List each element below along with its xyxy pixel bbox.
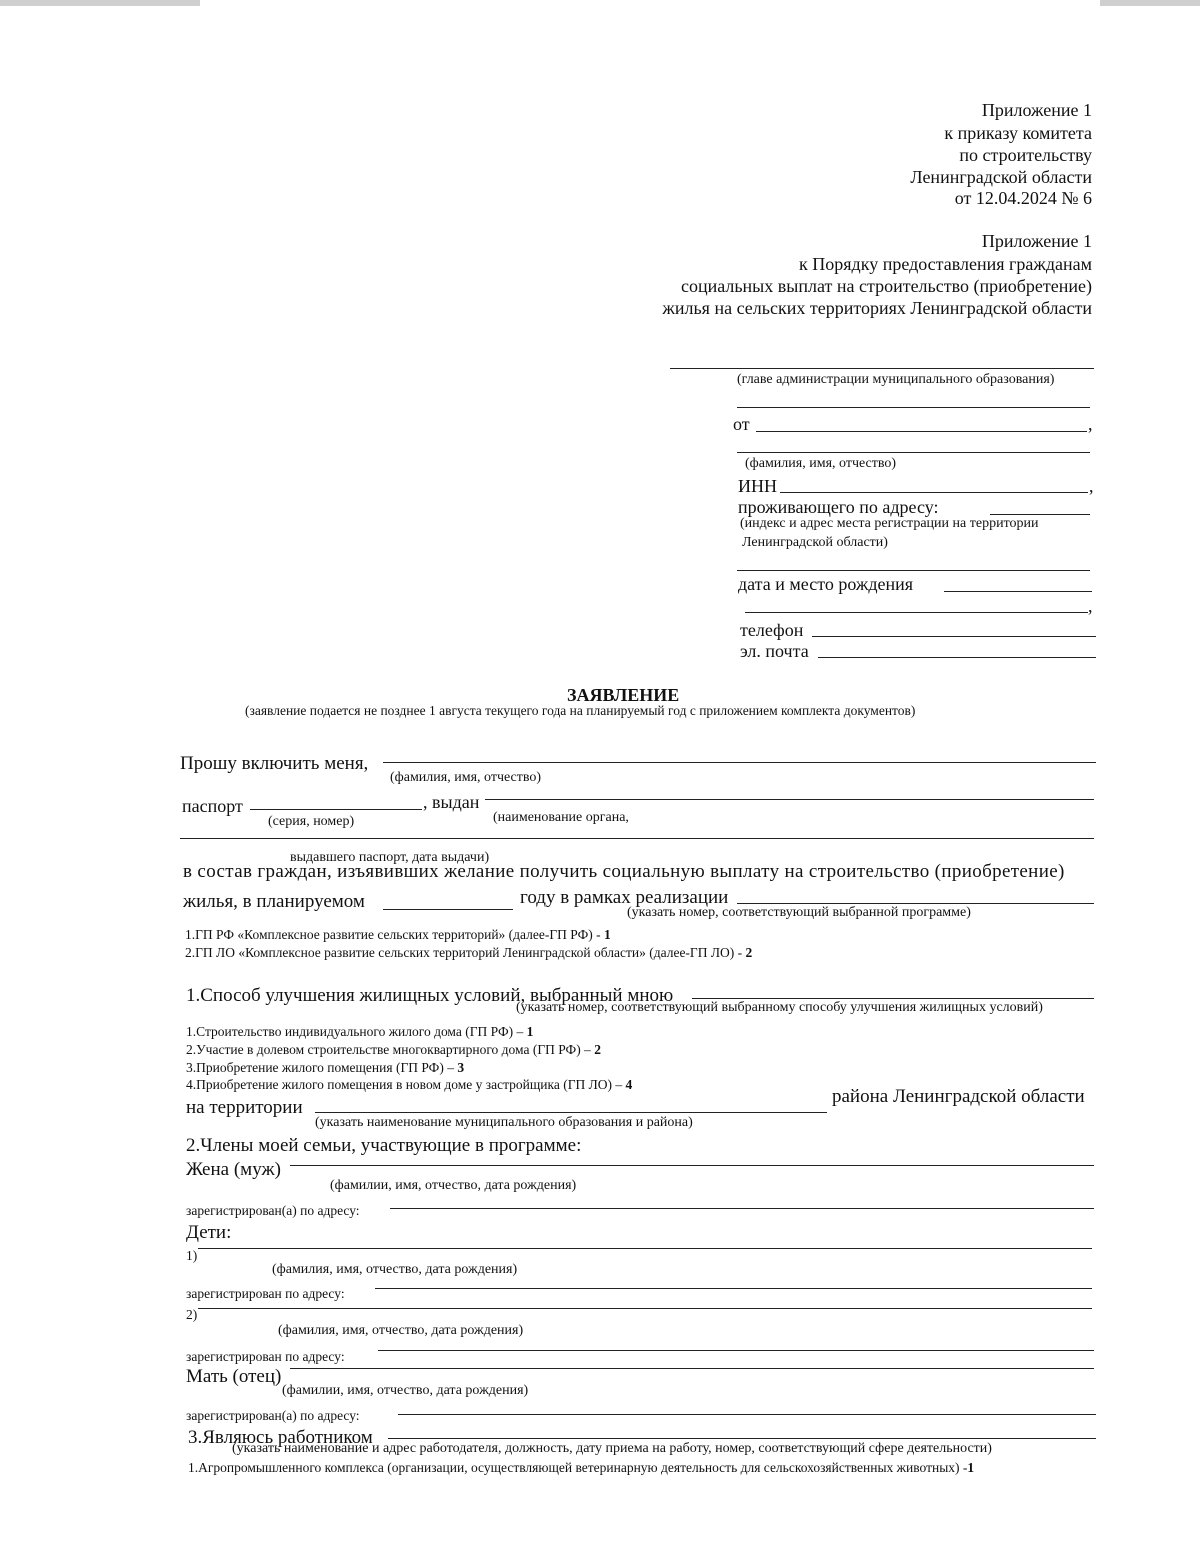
- method-4: [186, 1077, 632, 1093]
- header2-line2: к Порядку предоставления гражданам: [799, 254, 1092, 274]
- header1-line1: Приложение 1: [981, 100, 1092, 120]
- sphere-1: [188, 1460, 974, 1476]
- program-2-num: 2: [745, 945, 753, 960]
- program-2: [185, 945, 752, 961]
- program-1: [185, 927, 611, 943]
- request-caption: (фамилия, имя, отчество): [390, 770, 542, 785]
- children-label: Дети:: [186, 1222, 232, 1243]
- issued-label: , выдан: [423, 792, 480, 812]
- child2-caption: (фамилия, имя, отчество, дата рождения): [278, 1323, 524, 1338]
- mother-registered-line[interactable]: [398, 1414, 1096, 1415]
- header1-line3: по строительству: [959, 145, 1092, 165]
- residing-label: проживающего по адресу:: [738, 497, 939, 517]
- birth-comma: ,: [1088, 596, 1093, 616]
- territory-line[interactable]: [315, 1112, 827, 1113]
- from-label: от: [733, 414, 750, 434]
- inn-line[interactable]: [780, 492, 1088, 493]
- program-1-text: 1.ГП РФ «Комплексное развитие сельских территорий» (далее-ГП РФ) -: [185, 927, 601, 942]
- header1-line4: Ленинградской области: [910, 167, 1092, 187]
- worker-label: 3.Являюсь работником: [188, 1427, 373, 1448]
- territory-suffix: района Ленинградской области: [832, 1086, 1085, 1107]
- head-caption: (главе администрации муниципального образования): [737, 372, 1055, 387]
- child1-registered-label: зарегистрирован по адресу:: [186, 1286, 345, 1301]
- header2-line1: Приложение 1: [981, 231, 1092, 251]
- spouse-registered-label: зарегистрирован(а) по адресу:: [186, 1203, 360, 1218]
- method-1: [186, 1024, 533, 1040]
- series-caption: (серия, номер): [268, 814, 355, 829]
- planned-year-line[interactable]: [383, 909, 513, 910]
- header2-line3: социальных выплат на строительство (приобретение): [680, 276, 1092, 296]
- territory-label: на территории: [186, 1097, 303, 1118]
- method-3: [186, 1060, 464, 1076]
- address-line[interactable]: [737, 570, 1090, 571]
- mother-label: Мать (отец): [186, 1366, 282, 1387]
- family-label: 2.Члены моей семьи, участвующие в программе:: [186, 1135, 582, 1156]
- inn-comma: ,: [1089, 476, 1094, 496]
- birth-label: дата и место рождения: [738, 574, 914, 594]
- email-line[interactable]: [818, 657, 1096, 658]
- issued-by-line[interactable]: [485, 799, 1094, 800]
- spouse-registered-line[interactable]: [390, 1208, 1094, 1209]
- header1-line2: к приказу комитета: [944, 123, 1092, 143]
- method-2: [186, 1042, 601, 1058]
- spouse-caption: (фамилии, имя, отчество, дата рождения): [330, 1178, 577, 1193]
- child1-line[interactable]: [198, 1248, 1092, 1249]
- program-caption: (указать номер, соответствующий выбранной программе): [627, 905, 971, 920]
- territory-caption: (указать наименование муниципального образования и района): [315, 1115, 693, 1130]
- email-label: эл. почта: [740, 641, 809, 661]
- method-4-num: 4: [625, 1077, 633, 1092]
- method-4-text: 4.Приобретение жилого помещения в новом доме у застройщика (ГП ЛО) –: [186, 1077, 623, 1092]
- para-line1: в состав граждан, изъявивших желание получить социальную выплату на строительство (приобретение): [183, 861, 1065, 882]
- head-name-line[interactable]: [670, 368, 1094, 369]
- worker-line[interactable]: [388, 1438, 1096, 1439]
- birth-line-2[interactable]: [745, 612, 1088, 613]
- method-3-num: 3: [457, 1060, 465, 1075]
- request-label: Прошу включить меня,: [180, 753, 369, 774]
- scan-edge-right: [1100, 0, 1200, 6]
- phone-label: телефон: [740, 620, 804, 640]
- method-2-num: 2: [594, 1042, 601, 1057]
- address-caption-1: (индекс и адрес места регистрации на территории: [740, 516, 1039, 531]
- passport-label: паспорт: [182, 796, 243, 816]
- from-comma: ,: [1088, 414, 1093, 434]
- sphere-1-text: 1.Агропромышленного комплекса (организации, осуществляющей ветеринарную деятельность для сельскохозяйственных животных) -: [188, 1460, 968, 1475]
- program-1-num: 1: [604, 927, 611, 942]
- header1-line5: от 12.04.2024 № 6: [954, 188, 1092, 208]
- child1-label: 1): [186, 1248, 198, 1263]
- mother-registered-label: зарегистрирован(а) по адресу:: [186, 1408, 360, 1423]
- method-caption: (указать номер, соответствующий выбранному способу улучшения жилищных условий): [516, 1000, 1043, 1015]
- method-1-num: 1: [526, 1024, 534, 1039]
- page-subtitle: (заявление подается не позднее 1 августа текущего года на планируемый год с приложением комплекта документов): [245, 703, 916, 718]
- method-line[interactable]: [692, 998, 1094, 999]
- mother-line[interactable]: [290, 1368, 1094, 1369]
- mother-caption: (фамилии, имя, отчество, дата рождения): [282, 1383, 529, 1398]
- header2-line4: жилья на сельских территориях Ленинградской области: [662, 298, 1092, 318]
- child2-registered-line[interactable]: [378, 1350, 1094, 1351]
- name-caption: (фамилия, имя, отчество): [745, 456, 897, 471]
- para-line2-a: жилья, в планируемом: [183, 891, 365, 912]
- spouse-line[interactable]: [290, 1165, 1094, 1166]
- organ-caption: (наименование органа,: [493, 810, 629, 825]
- address-caption-2: Ленинградской области): [742, 535, 888, 550]
- issued-by-line-2[interactable]: [180, 838, 1094, 839]
- sphere-1-num: 1: [967, 1460, 975, 1475]
- child2-registered-label: зарегистрирован по адресу:: [186, 1349, 345, 1364]
- scan-edge-left: [0, 0, 200, 6]
- birth-line[interactable]: [944, 591, 1092, 592]
- passport-series-line[interactable]: [250, 809, 422, 810]
- child1-registered-line[interactable]: [375, 1288, 1092, 1289]
- method-2-text: 2.Участие в долевом строительстве многоквартирного дома (ГП РФ) –: [186, 1042, 591, 1057]
- program-2-text: 2.ГП ЛО «Комплексное развитие сельских территорий Ленинградской области» (далее-ГП ЛО) -: [185, 945, 743, 960]
- residing-line[interactable]: [990, 514, 1090, 515]
- child2-line[interactable]: [198, 1308, 1092, 1309]
- program-line[interactable]: [737, 903, 1094, 904]
- worker-caption: (указать наименование и адрес работодателя, должность, дату приема на работу, номер, соответствующий сфере деятельности): [232, 1441, 992, 1456]
- para-line2-b: году в рамках реализации: [520, 887, 729, 908]
- spouse-label: Жена (муж): [186, 1159, 281, 1180]
- method-3-text: 3.Приобретение жилого помещения (ГП РФ) –: [186, 1060, 454, 1075]
- head-name-line-2[interactable]: [737, 407, 1090, 408]
- method-1-text: 1.Строительство индивидуального жилого дома (ГП РФ) –: [186, 1024, 524, 1039]
- method-label: 1.Способ улучшения жилищных условий, выбранный мною: [186, 985, 674, 1006]
- inn-label: ИНН: [738, 476, 777, 496]
- from-line[interactable]: [756, 431, 1087, 432]
- phone-line[interactable]: [812, 636, 1096, 637]
- request-name-line[interactable]: [383, 762, 1096, 763]
- from-line-2[interactable]: [737, 452, 1090, 453]
- child1-caption: (фамилия, имя, отчество, дата рождения): [272, 1262, 518, 1277]
- page-title: ЗАЯВЛЕНИЕ: [567, 685, 680, 705]
- child2-label: 2): [186, 1307, 198, 1322]
- issued-caption: выдавшего паспорт, дата выдачи): [290, 850, 490, 865]
